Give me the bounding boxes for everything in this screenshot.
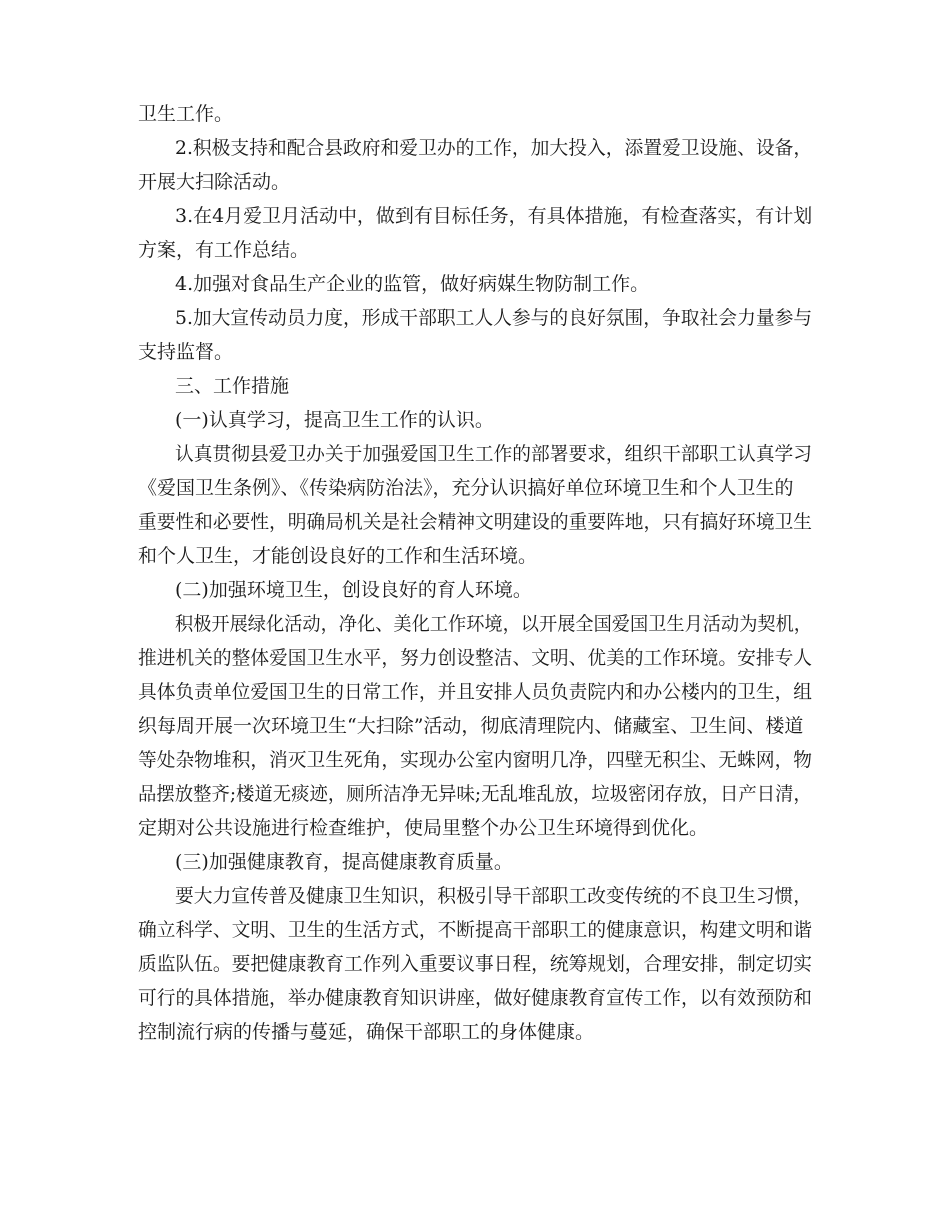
text-line: 3.在4月爱卫月活动中，做到有目标任务，有具体措施，有检查落实，有计划 xyxy=(175,205,813,227)
text-line: 织每周开展一次环境卫生“大扫除”活动，彻底清理院内、储藏室、卫生间、楼道 xyxy=(138,715,804,737)
text-line: 卫生工作。 xyxy=(138,103,234,125)
text-line: 重要性和必要性，明确局机关是社会精神文明建设的重要阵地，只有搞好环境卫生 xyxy=(138,511,813,533)
text-line: 开展大扫除活动。 xyxy=(138,171,291,193)
text-line: 5.加大宣传动员力度，形成干部职工人人参与的良好氛围，争取社会力量参与 xyxy=(175,307,813,329)
text-line: (二)加强环境卫生，创设良好的育人环境。 xyxy=(175,579,532,601)
text-line: 和个人卫生，才能创设良好的工作和生活环境。 xyxy=(138,545,538,567)
text-line: 2.积极支持和配合县政府和爱卫办的工作，加大投入，添置爱卫设施、设备， xyxy=(175,137,813,159)
text-line: 可行的具体措施，举办健康教育知识讲座，做好健康教育宣传工作，以有效预防和 xyxy=(138,987,813,1009)
text-line: 支持监督。 xyxy=(138,341,234,363)
text-line: 具体负责单位爱国卫生的日常工作，并且安排人员负责院内和办公楼内的卫生，组 xyxy=(138,681,813,703)
text-line: 《爱国卫生条例》、《传染病防治法》，充分认识搞好单位环境卫生和个人卫生的 xyxy=(138,477,794,499)
text-line: 方案，有工作总结。 xyxy=(138,239,310,261)
text-line: 品摆放整齐;楼道无痰迹，厕所洁净无异味;无乱堆乱放，垃圾密闭存放，日产日清， xyxy=(138,783,812,805)
text-line: 控制流行病的传播与蔓延，确保干部职工的身体健康。 xyxy=(138,1021,595,1043)
text-line: 认真贯彻县爱卫办关于加强爱国卫生工作的部署要求，组织干部职工认真学习 xyxy=(175,443,813,465)
text-line: 质监队伍。要把健康教育工作列入重要议事日程，统筹规划，合理安排，制定切实 xyxy=(138,953,813,975)
text-line: 推进机关的整体爱国卫生水平，努力创设整洁、文明、优美的工作环境。安排专人 xyxy=(138,647,813,669)
text-line: 4.加强对食品生产企业的监管，做好病媒生物防制工作。 xyxy=(175,273,650,295)
text-line: (一)认真学习，提高卫生工作的认识。 xyxy=(175,409,494,431)
text-line: 定期对公共设施进行检查维护，使局里整个办公卫生环境得到优化。 xyxy=(138,817,709,839)
text-line: 确立科学、文明、卫生的生活方式，不断提高干部职工的健康意识，构建文明和谐 xyxy=(138,919,813,941)
text-line: 要大力宣传普及健康卫生知识，积极引导干部职工改变传统的不良卫生习惯， xyxy=(175,885,813,907)
text-line: 积极开展绿化活动，净化、美化工作环境，以开展全国爱国卫生月活动为契机， xyxy=(175,613,813,635)
text-line: 等处杂物堆积，消灭卫生死角，实现办公室内窗明几净，四壁无积尘、无蛛网，物 xyxy=(138,749,813,771)
text-line: 三、工作措施 xyxy=(175,375,290,397)
text-line: (三)加强健康教育，提高健康教育质量。 xyxy=(175,851,513,873)
